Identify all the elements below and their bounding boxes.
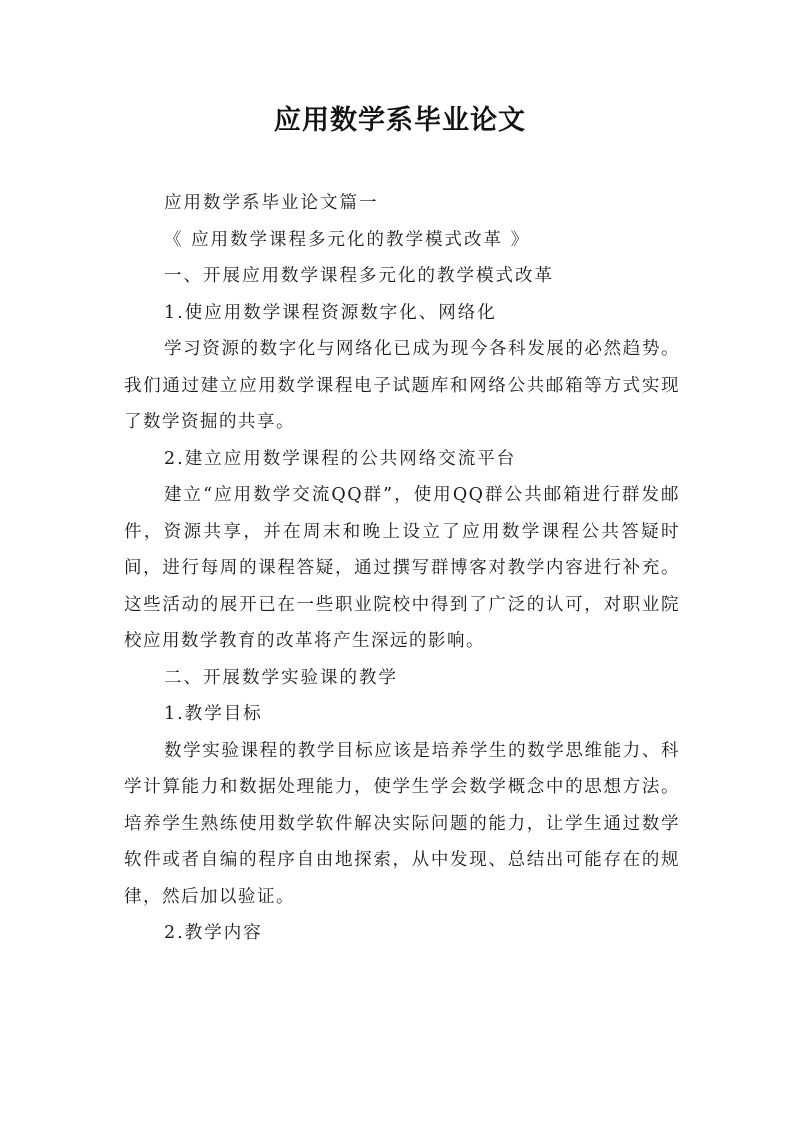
body-paragraph: 数学实验课程的教学目标应该是培养学生的数学思维能力、科学计算能力和数据处理能力，使学生学会数学概念中的思想方法。培养学生熟练使用数学软件解决实际问题的能力，让学生通过数学软件或者自编的程序自由地探索，从中发现、总结出可能存在的规律，然后加以验证。 xyxy=(124,740,680,907)
section-heading: 二、开展数学实验课的教学 xyxy=(164,667,398,688)
body-paragraph: 建立“应用数学交流QQ群”，使用QQ群公共邮箱进行群发邮件，资源共享，并在周末和晚上设立了应用数学课程公共答疑时间，进行每周的课程答疑，通过撰写群博客对教学内容进行补充。这些活动的展开已在一些职业院校中得到了广泛的认可，对职业院校应用数学教育的改革将产生深远的影响。 xyxy=(124,485,680,651)
subsection-heading: 2.教学内容 xyxy=(164,923,263,943)
body-paragraph: 学习资源的数字化与网络化已成为现今各科发展的必然趋势。我们通过建立应用数学课程电子试题库和网络公共邮箱等方式实现了数学资掘的共享。 xyxy=(124,339,680,432)
section-heading: 一、开展应用数学课程多元化的教学模式改革 xyxy=(164,266,554,286)
subsection-heading: 1.使应用数学课程资源数字化、网络化 xyxy=(164,302,497,323)
section-heading: 应用数学系毕业论文篇一 xyxy=(164,193,379,213)
document-title: 应用数学系毕业论文 xyxy=(274,105,526,136)
subsection-heading: 2.建立应用数学课程的公共网络交流平台 xyxy=(164,448,517,469)
document-body xyxy=(124,185,680,952)
article-title: 《 应用数学课程多元化的教学模式改革 》 xyxy=(164,229,531,250)
subsection-heading: 1.教学目标 xyxy=(164,704,263,724)
